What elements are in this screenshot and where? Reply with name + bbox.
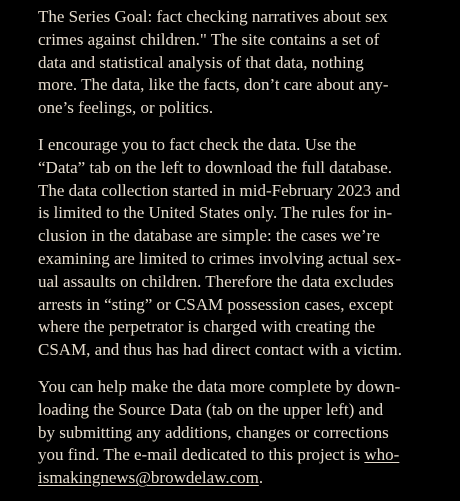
text-line: data and statistical analysis of that data, nothing [38,52,364,72]
text-line: CSAM, and thus has had direct contact with a victim. [38,340,403,360]
text-line: where the perpetrator is charged with creating the [38,317,376,337]
text-line: arrests in “sting” or CSAM possession cases, except [38,294,394,314]
text-line: examining are limited to crimes involving actual sex- [38,248,402,268]
text-fragment: . [258,468,264,488]
text-line: one’s feelings, or politics. [38,98,214,118]
text-line: I encourage you to fact check the data. Use the [38,134,357,154]
text-line: loading the Source Data (tab on the upper left) and [38,399,384,419]
text-line: The data collection started in mid-February 2023 and [38,180,401,200]
text-line: is limited to the United States only. The rules for in- [38,203,393,223]
paragraph-fact-check [38,134,440,362]
text-line: more. The data, like the facts, don’t care about any- [38,75,389,95]
text-line [38,444,440,467]
text-fragment: you find. The e-mail dedicated to this project is [38,445,365,465]
text-line: ual assaults on children. Therefore the data excludes [38,271,394,291]
paragraph-contribute [38,376,440,490]
text-line: “Data” tab on the left to download the full database. [38,157,393,177]
text-line [38,467,440,490]
text-line: clusion in the database are simple: the cases we’re [38,226,380,246]
text-line: by submitting any additions, changes or corrections [38,422,389,442]
text-line: You can help make the data more complete by down- [38,376,401,396]
text-line: The Series Goal: fact checking narratives about sex [38,7,388,26]
paragraph-series-goal [38,6,440,120]
email-link-part[interactable]: who- [364,445,400,465]
email-link[interactable]: ismakingnews@browdelaw.com [38,468,259,488]
text-line: crimes against children." The site contains a set of [38,29,380,49]
